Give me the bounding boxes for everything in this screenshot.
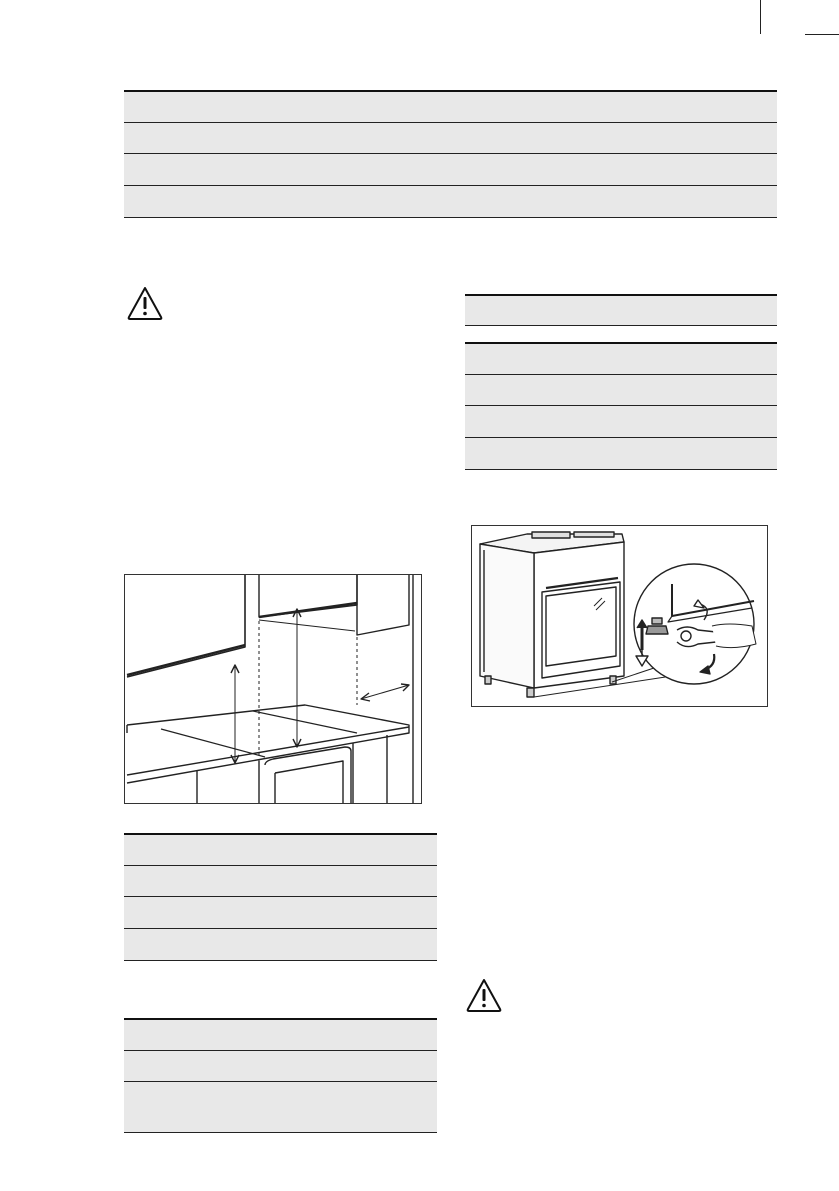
table-rule <box>124 217 777 218</box>
table-rule <box>465 469 777 470</box>
table-row <box>124 897 437 928</box>
table-row <box>124 154 777 185</box>
cooker-levelling-feet-diagram <box>471 525 768 707</box>
right-table <box>465 342 777 470</box>
table-row <box>124 866 437 896</box>
table-row <box>465 406 777 437</box>
table-row <box>465 375 777 405</box>
table-row <box>124 929 437 960</box>
kitchen-cabinet-clearance-diagram <box>124 574 422 804</box>
table-header-row <box>465 296 777 325</box>
table-row <box>124 92 777 122</box>
table-row <box>124 1020 437 1050</box>
crop-mark-horizontal <box>805 34 839 35</box>
table-row <box>465 344 777 374</box>
right-table-header <box>465 294 777 327</box>
table-row <box>124 186 777 217</box>
table-rule <box>124 960 437 961</box>
top-table <box>124 90 777 218</box>
left-table-b <box>124 1018 437 1133</box>
table-row <box>124 1051 437 1081</box>
table-row <box>124 1082 437 1132</box>
table-rule <box>465 325 777 326</box>
warning-triangle-icon <box>126 285 164 321</box>
left-table-a <box>124 833 437 961</box>
table-row <box>124 835 437 865</box>
table-rule <box>124 1132 437 1133</box>
table-row <box>465 438 777 469</box>
table-row <box>124 123 777 153</box>
crop-mark-vertical <box>760 0 761 34</box>
warning-triangle-icon <box>465 977 503 1013</box>
